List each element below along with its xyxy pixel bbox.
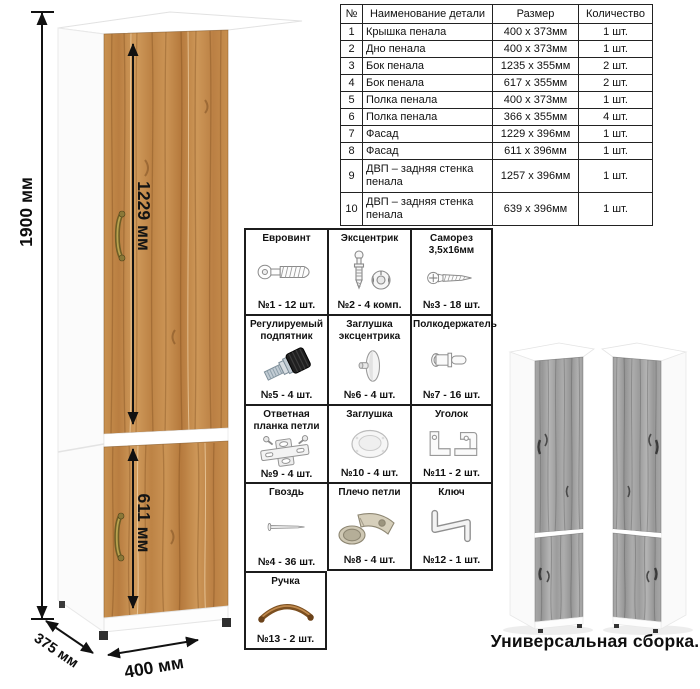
shelf-pin-icon bbox=[413, 331, 490, 390]
col-qty: Количество bbox=[579, 5, 653, 24]
hardware-item-foot bbox=[244, 314, 327, 404]
hardware-count: №5 - 4 шт. bbox=[260, 389, 313, 401]
nail-icon bbox=[247, 499, 326, 557]
parts-table-header bbox=[341, 5, 653, 24]
table-row: 6 Полка пенала 366 x 355мм 4 шт. bbox=[341, 109, 653, 126]
hardware-item-cap bbox=[327, 404, 410, 482]
cabinet-lower-door bbox=[104, 441, 228, 621]
hardware-count: №4 - 36 шт. bbox=[257, 556, 316, 568]
table-row: 7 Фасад 1229 x 396мм 1 шт. bbox=[341, 126, 653, 143]
hardware-item-shelf-pin bbox=[410, 314, 497, 404]
table-row: 3 Бок пенала 1235 x 355мм 2 шт. bbox=[341, 58, 653, 75]
hardware-item-hinge-plate bbox=[244, 404, 327, 482]
hardware-title: Ручка bbox=[271, 576, 300, 587]
screw-icon bbox=[413, 256, 490, 299]
table-row: 4 Бок пенала 617 x 355мм 2 шт. bbox=[341, 75, 653, 92]
hardware-count: №12 - 1 шт. bbox=[422, 554, 481, 566]
hardware-item-hinge-arm bbox=[327, 482, 410, 571]
hex-key-icon bbox=[413, 499, 490, 555]
handle-icon bbox=[247, 588, 324, 634]
hardware-count: №13 - 2 шт. bbox=[256, 633, 315, 645]
hardware-count: №2 - 4 комп. bbox=[337, 299, 402, 311]
cam-lock-icon bbox=[330, 245, 409, 300]
hardware-title: Уголок bbox=[434, 409, 469, 420]
cam-cap-icon bbox=[330, 342, 409, 389]
hardware-item-cam-cap bbox=[327, 314, 410, 404]
cabinet-side-panel bbox=[58, 28, 104, 632]
hardware-count: №10 - 4 шт. bbox=[340, 467, 399, 479]
hardware-title: Ответная планка петли bbox=[253, 409, 320, 432]
table-row: 10 ДВП – задняя стенка пенала 639 x 396мм 1 шт. bbox=[341, 193, 653, 226]
hardware-title: Заглушка bbox=[346, 409, 393, 420]
hardware-item-bracket bbox=[410, 404, 493, 482]
hardware-title: Плечо петли bbox=[338, 487, 401, 498]
table-row: 2 Дно пенала 400 x 373мм 1 шт. bbox=[341, 41, 653, 58]
total-height-label: 1900 мм bbox=[16, 177, 36, 247]
hardware-grid bbox=[244, 228, 497, 650]
hardware-count: №9 - 4 шт. bbox=[260, 468, 313, 480]
dimension-width bbox=[108, 640, 198, 655]
hardware-item-samorez bbox=[410, 228, 493, 314]
hardware-count: №7 - 16 шт. bbox=[422, 389, 481, 401]
cabinet-foot bbox=[222, 618, 231, 627]
hardware-title: Ключ bbox=[438, 487, 465, 498]
upper-door-label: 1229 мм bbox=[134, 181, 154, 251]
cabinet-foot bbox=[59, 601, 65, 608]
euroscrew-icon bbox=[247, 245, 326, 300]
gray-cabinet-right bbox=[602, 343, 693, 635]
hinge-plate-icon bbox=[247, 432, 326, 468]
table-row: 5 Полка пенала 400 x 373мм 1 шт. bbox=[341, 92, 653, 109]
dimension-total-height bbox=[31, 12, 54, 619]
table-row: 1 Крышка пенала 400 x 373мм 1 шт. bbox=[341, 24, 653, 41]
hardware-item-key bbox=[410, 482, 493, 571]
hardware-item-nail bbox=[244, 482, 327, 571]
hardware-count: №6 - 4 шт. bbox=[343, 389, 396, 401]
cabinet-foot bbox=[99, 631, 108, 640]
hardware-count: №3 - 18 шт. bbox=[422, 299, 481, 311]
hardware-item-handle bbox=[244, 571, 327, 650]
corner-bracket-icon bbox=[413, 421, 490, 468]
table-row: 8 Фасад 611 x 396мм 1 шт. bbox=[341, 143, 653, 160]
hardware-title: Евровинт bbox=[262, 233, 311, 244]
width-label: 400 мм bbox=[122, 651, 186, 683]
cabinet-top-panel bbox=[58, 12, 302, 34]
hardware-count: №8 - 4 шт. bbox=[343, 554, 396, 566]
hardware-title: Эксцентрик bbox=[340, 233, 399, 244]
universal-assembly-illustration bbox=[498, 336, 698, 636]
cap-icon bbox=[330, 421, 409, 468]
table-row: 9 ДВП – задняя стенка пенала 1257 x 396мм 1 шт. bbox=[341, 160, 653, 193]
hardware-title: Саморез 3,5х16мм bbox=[428, 233, 475, 256]
hardware-count: №11 - 2 шт. bbox=[423, 467, 480, 479]
hardware-item-excentric bbox=[327, 228, 410, 314]
gray-cabinet-left bbox=[503, 343, 594, 635]
lower-door-label: 611 мм bbox=[134, 493, 154, 553]
assembly-caption: Универсальная сборка. bbox=[490, 631, 700, 651]
hardware-title: Заглушка эксцентрика bbox=[338, 319, 401, 342]
hardware-title: Регулируемый подпятник bbox=[250, 319, 323, 342]
parts-table bbox=[340, 4, 653, 226]
hinge-arm-icon bbox=[330, 499, 409, 555]
depth-label: 375 мм bbox=[30, 630, 82, 672]
hardware-title: Гвоздь bbox=[269, 487, 304, 498]
hardware-count: №1 - 12 шт. bbox=[257, 299, 316, 311]
col-num: № bbox=[341, 5, 363, 24]
hardware-title: Полкодержатель bbox=[413, 319, 497, 330]
col-size: Размер bbox=[493, 5, 579, 24]
hardware-item-eurovint bbox=[244, 228, 327, 314]
col-name: Наименование детали bbox=[363, 5, 493, 24]
adjustable-foot-icon bbox=[247, 342, 326, 389]
cabinet-upper-door bbox=[104, 28, 228, 436]
